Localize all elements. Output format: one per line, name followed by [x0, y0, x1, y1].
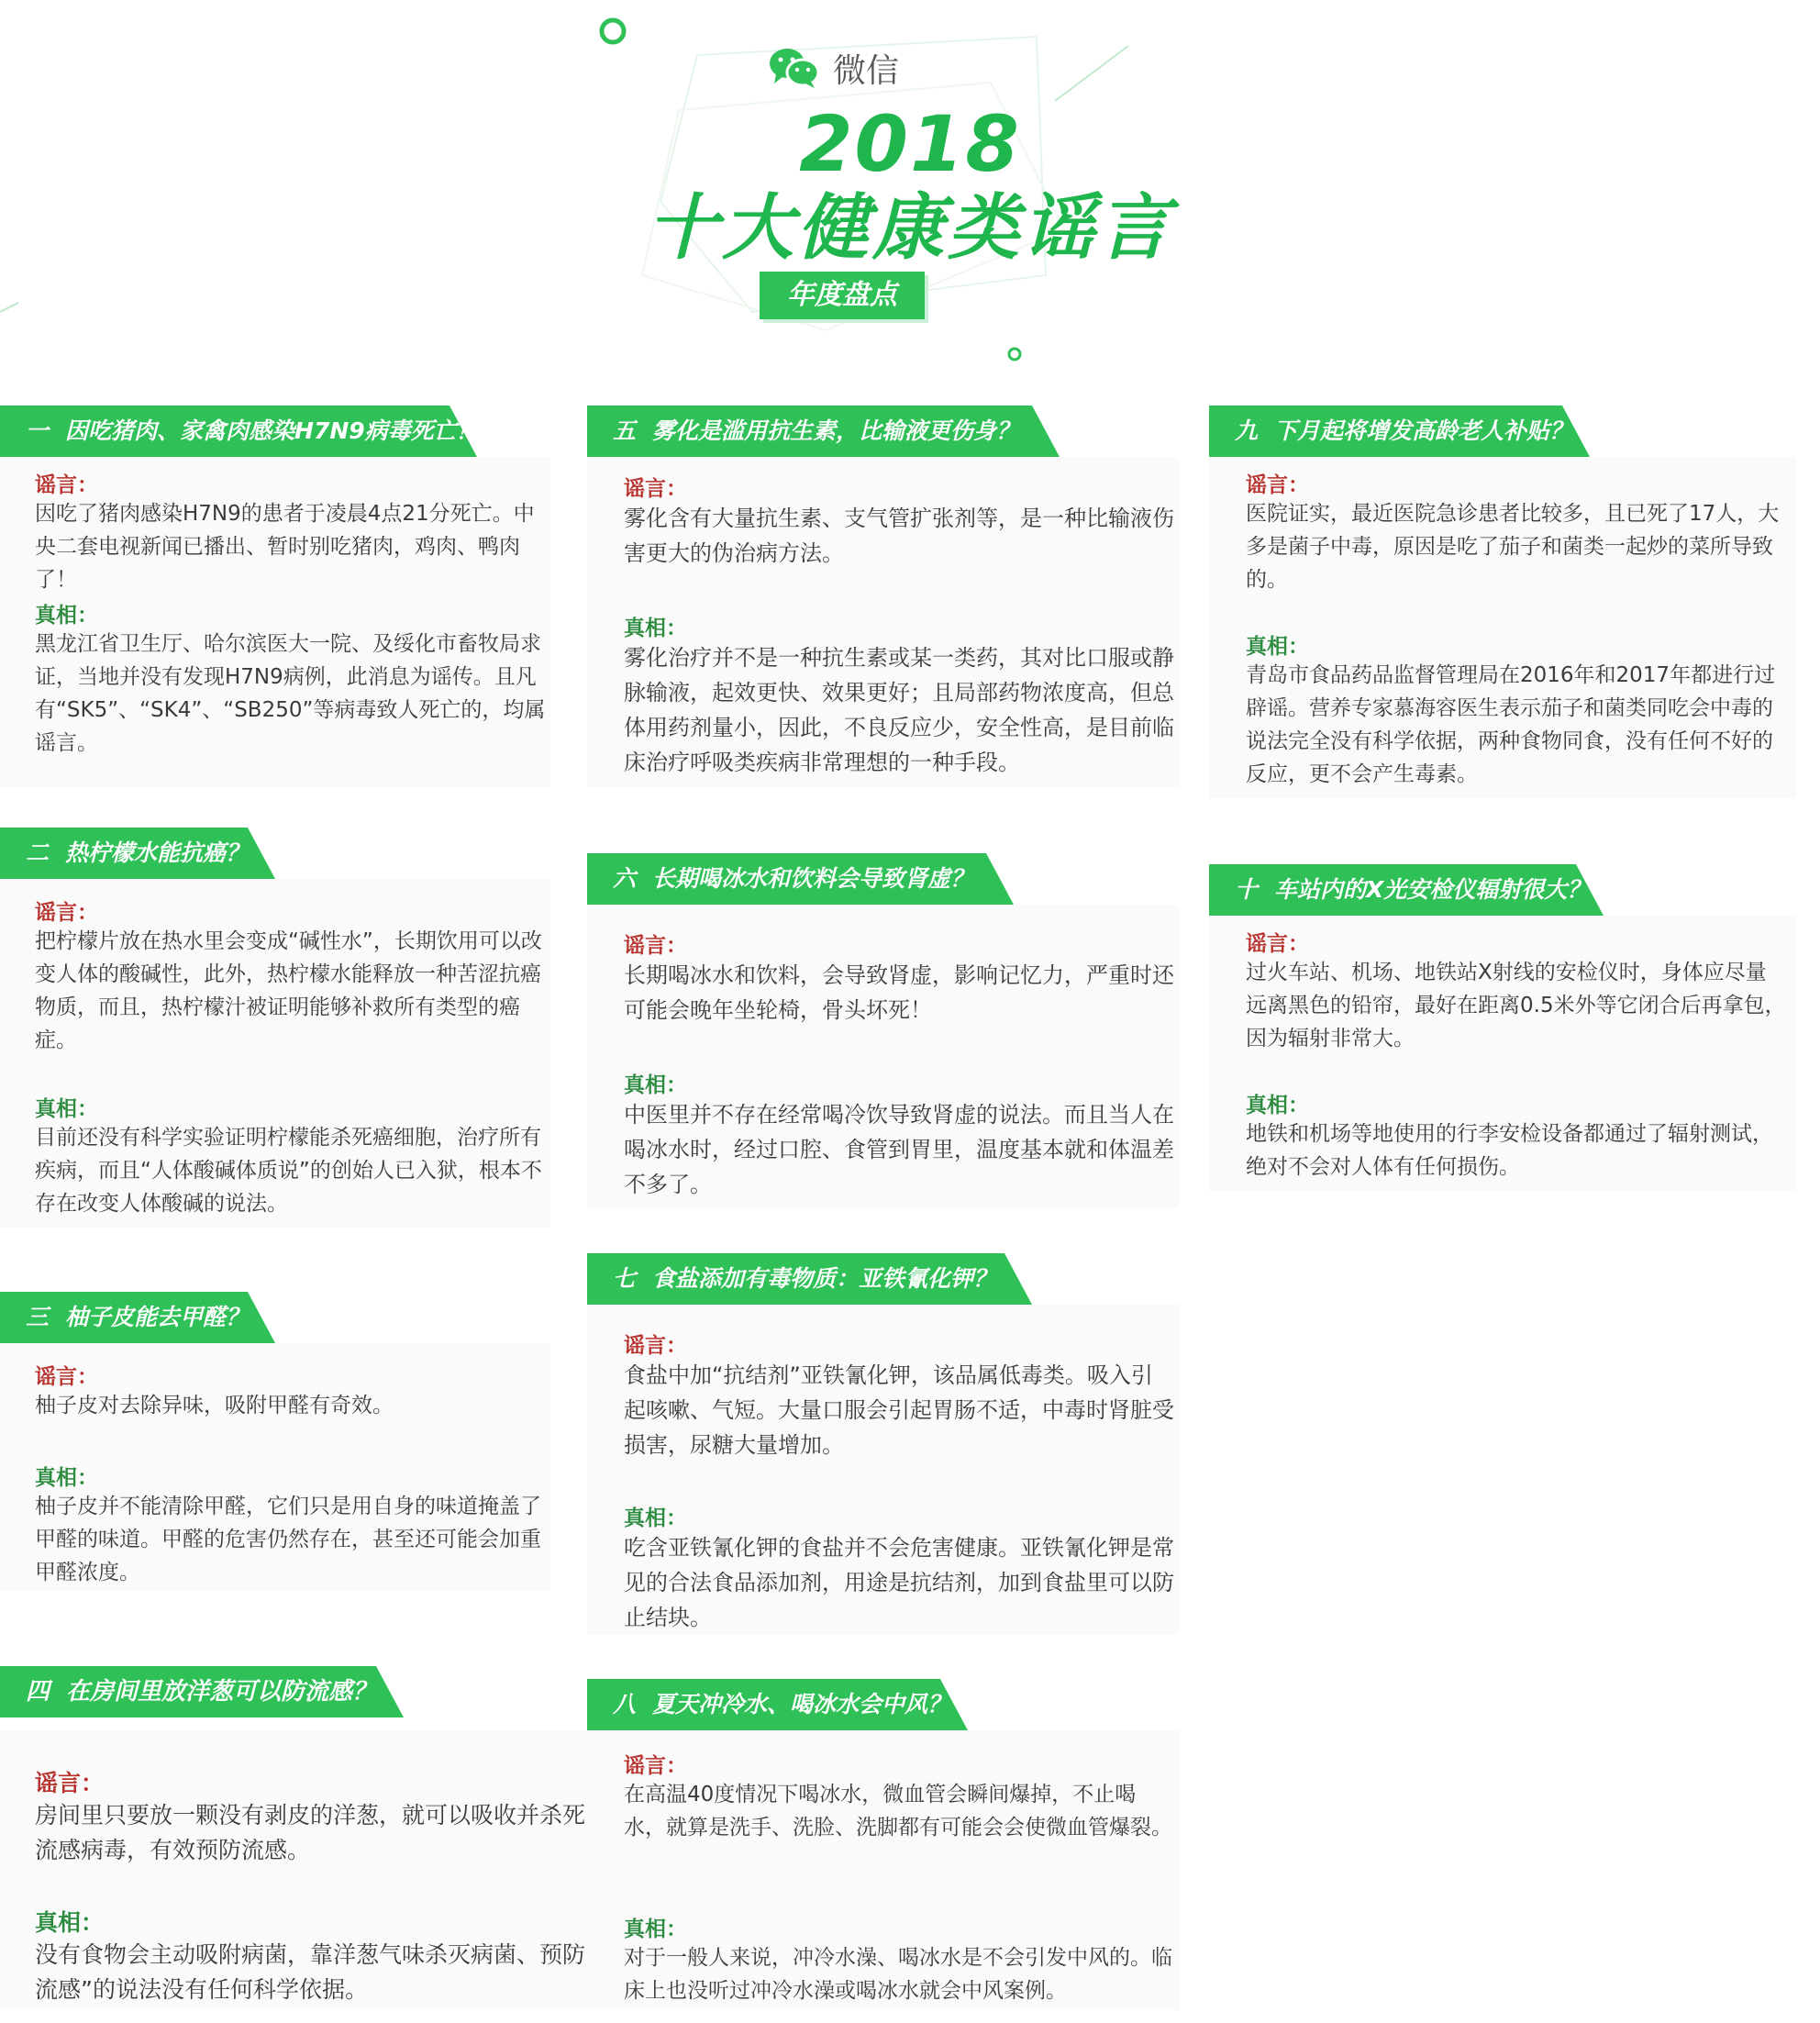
truth-label: 真相： [35, 1909, 105, 1936]
rumor-item-5 [587, 367, 1183, 798]
wechat-brand [769, 40, 899, 95]
rumor-text: 因吃了猪肉感染H7N9的患者于凌晨4点21分死亡。中央二套电视新闻已播出、暂时别吃猪肉，鸡肉、鸭肉了！ [35, 502, 535, 592]
item-title: 五 雾化是滥用抗生素，比输液更伤身？ [613, 417, 1020, 444]
rumor-item-1 [0, 367, 560, 798]
rumor-text: 在高温40度情况下喝冰水，微血管会瞬间爆掉，不止喝水，就算是洗手、洗脸、洗脚都有可能会会使微血管爆裂。 [624, 1783, 1172, 1840]
truth-text: 中医里并不存在经常喝冷饮导致肾虚的说法。而且当人在喝冰水时，经过口腔、食管到胃里，温度基本就和体温差不多了。 [624, 1102, 1174, 1197]
truth-label: 真相： [35, 1466, 98, 1490]
rumor-label: 谣言： [624, 1334, 687, 1358]
truth-text: 黑龙江省卫生厅、哈尔滨医大一院、及绥化市畜牧局求证，当地并没有发现H7N9病例，此消息为谣传。且凡有“SK5”、“SK4”、“SB250”等病毒致人死亡的，均属谣言。 [35, 632, 546, 755]
truth-text: 雾化治疗并不是一种抗生素或某一类药，其对比口服或静脉输液，起效更快、效果更好；且局部药物浓度高，但总体用药剂量小，因此，不良反应少，安全性高，是目前临床治疗呼吸类疾病非常理想的一种手段。 [624, 645, 1174, 775]
rumor-label: 谣言： [35, 1365, 98, 1389]
brand-name: 微信 [833, 51, 900, 90]
item-banner [587, 853, 1014, 905]
item-title: 八 夏天冲冷水、喝冰水会中风？ [613, 1691, 951, 1717]
wechat-logo-icon [769, 47, 820, 89]
truth-label: 真相： [624, 1073, 687, 1097]
truth-text: 青岛市食品药品监督管理局在2016年和2017年都进行过辟谣。营养专家慕海容医生表示茄子和菌类同吃会中毒的说法完全没有科学依据，两种食物同食，没有任何不好的反应，更不会产生毒素。 [1246, 663, 1776, 786]
rumor-item-2 [0, 800, 560, 1240]
rumor-label: 谣言： [624, 934, 687, 958]
rumor-item-7 [587, 1226, 1183, 1648]
truth-text: 没有食物会主动吸附病菌，靠洋葱气味杀灭病菌、预防流感”的说法没有任何科学依据。 [35, 1941, 586, 2003]
rumor-item-4 [0, 1639, 596, 2015]
rumor-text: 长期喝冰水和饮料，会导致肾虚，影响记忆力，严重时还可能会晚年坐轮椅，骨头坏死！ [624, 962, 1174, 1023]
rumor-text: 医院证实，最近医院急诊患者比较多，且已死了17人，大多是菌子中毒，原因是吃了茄子和菌类一起炒的菜所导致的。 [1246, 502, 1780, 592]
truth-label: 真相： [35, 1097, 98, 1121]
rumor-text: 柚子皮对去除异味，吸附甲醛有奇效。 [35, 1394, 394, 1417]
rumor-label: 谣言： [1246, 932, 1309, 956]
truth-label: 真相： [624, 617, 687, 640]
truth-label: 真相： [1246, 1094, 1309, 1117]
truth-text: 对于一般人来说，冲冷水澡、喝冰水是不会引发中风的。临床上也没听过冲冷水澡或喝冰水就会中风案例。 [624, 1946, 1172, 2003]
page-header [0, 0, 1820, 349]
item-title: 九 下月起将增发高龄老人补贴？ [1235, 417, 1573, 444]
item-title: 四 在房间里放洋葱可以防流感？ [26, 1678, 377, 1706]
rumor-label: 谣言： [35, 901, 98, 925]
truth-text: 地铁和机场等地使用的行李安检设备都通过了辐射测试，绝对不会对人体有任何损伤。 [1246, 1122, 1773, 1179]
rumor-label: 谣言： [35, 473, 98, 497]
header-year: 2018 [799, 99, 1021, 189]
item-banner [587, 1253, 1032, 1305]
page-title: 十大健康类谣言 [646, 187, 1173, 270]
rumor-item-9 [1209, 367, 1796, 807]
truth-label: 真相： [624, 1506, 687, 1530]
truth-text: 吃含亚铁氰化钾的食盐并不会危害健康。亚铁氰化钾是常见的合法食品添加剂，用途是抗结剂，加到食盐里可以防止结块。 [624, 1535, 1174, 1630]
truth-label: 真相： [624, 1917, 687, 1941]
rumor-text: 食盐中加“抗结剂”亚铁氰化钾，该品属低毒类。吸入引起咳嗽、气短。大量口服会引起胃肠不适，中毒时肾脏受损害，尿糖大量增加。 [624, 1362, 1174, 1458]
rumor-item-3 [0, 1266, 560, 1615]
rumor-item-6 [587, 826, 1183, 1229]
rumor-label: 谣言： [624, 1754, 687, 1778]
rumor-item-8 [587, 1642, 1183, 2018]
item-title: 一 因吃猪肉、家禽肉感染H7N9病毒死亡？ [26, 417, 480, 444]
item-banner [0, 1292, 275, 1343]
rumor-label: 谣言： [624, 477, 687, 501]
item-title: 二 热柠檬水能抗癌？ [26, 839, 250, 866]
item-banner [587, 406, 1060, 457]
rumor-text: 雾化含有大量抗生素、支气管扩张剂等，是一种比输液伤害更大的伪治病方法。 [624, 506, 1174, 566]
truth-label: 真相： [35, 604, 98, 628]
item-banner [0, 828, 275, 879]
rumor-label: 谣言： [1246, 473, 1309, 497]
item-banner [587, 1679, 968, 1730]
annual-review-badge: 年度盘点 [760, 272, 925, 319]
truth-text: 目前还没有科学实验证明柠檬能杀死癌细胞，治疗所有疾病，而且“人体酸碱体质说”的创始人已入狱，根本不存在改变人体酸碱的说法。 [35, 1126, 542, 1216]
rumor-text: 把柠檬片放在热水里会变成“碱性水”，长期饮用可以改变人体的酸碱性，此外，热柠檬水能释放一种苦涩抗癌物质，而且，热柠檬汁被证明能够补救所有类型的癌症。 [35, 929, 542, 1052]
truth-text: 柚子皮并不能清除甲醛，它们只是用自身的味道掩盖了甲醛的味道。甲醛的危害仍然存在，甚至还可能会加重甲醛浓度。 [35, 1495, 541, 1584]
truth-label: 真相： [1246, 635, 1309, 659]
rumor-text: 过火车站、机场、地铁站X射线的安检仪时，身体应尽量远离黑色的铅帘，最好在距离0.5米外等它闭合后再拿包，因为辐射非常大。 [1246, 961, 1786, 1050]
item-banner [1209, 406, 1590, 457]
rumor-label: 谣言： [35, 1770, 105, 1796]
rumor-text: 房间里只要放一颗没有剥皮的洋葱，就可以吸收并杀死流感病毒，有效预防流感。 [35, 1802, 586, 1863]
item-title: 三 柚子皮能去甲醛？ [26, 1304, 250, 1330]
rumor-item-10 [1209, 835, 1796, 1202]
item-title: 七 食盐添加有毒物质：亚铁氰化钾？ [613, 1265, 997, 1292]
item-title: 十 车站内的X光安检仪辐射很大？ [1235, 876, 1591, 903]
item-title: 六 长期喝冰水和饮料会导致肾虚？ [613, 865, 974, 892]
item-banner [0, 406, 480, 457]
item-banner [1209, 864, 1604, 916]
item-banner [0, 1666, 404, 1717]
